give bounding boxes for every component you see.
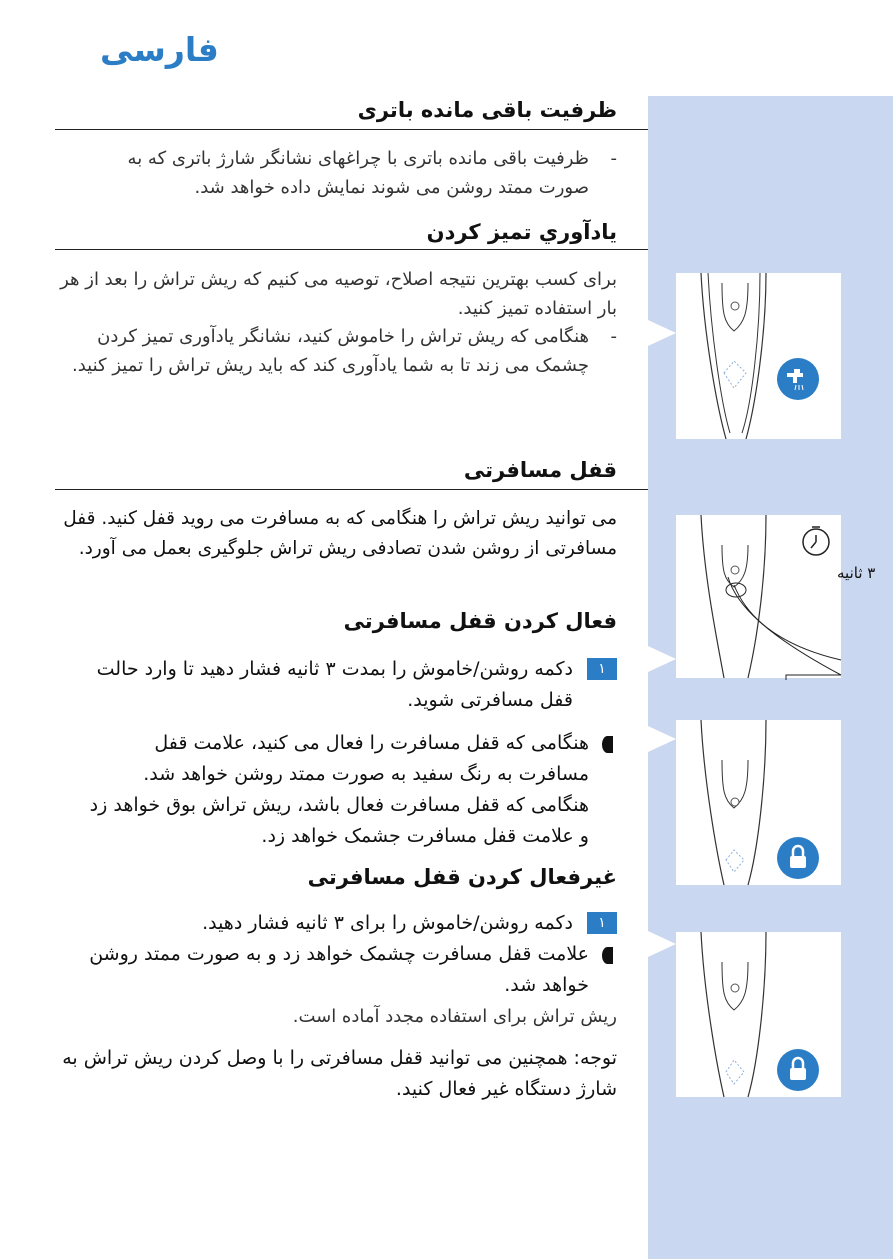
activate-bullet: هنگامی که قفل مسافرت را فعال می کنید، علامت قفل مسافرت به رنگ سفید به صورت ممتد روشن خواهد شد. هنگامی که قفل مسافرت فعال باشد، ریش تراش بوق خواهد زد و علامت قفل مسافرت جشمک خواهد زد.	[89, 732, 589, 847]
deactivate-after: ریش تراش برای استفاده مجدد آماده است.	[292, 1006, 617, 1027]
language-title: فارسی	[100, 30, 219, 69]
pointer-arrow	[648, 931, 676, 957]
shaver-illustration-cleaning	[676, 273, 841, 439]
divider	[55, 489, 648, 490]
activate-bullet-block	[87, 728, 617, 852]
travel-lock-heading: قفل مسافرتی	[463, 458, 617, 482]
dash-marker: -	[610, 148, 617, 169]
bullet-marker	[602, 736, 613, 753]
travel-lock-intro: می توانید ریش تراش را هنگامی که به مسافرت می روید قفل کنید. قفل مسافرتی از روشن شدن تصادفی ریش تراش جلوگیری بعمل می آورد.	[63, 508, 617, 559]
cleaning-intro: برای کسب بهترین نتیجه اصلاح، توصیه می کنیم که ریش تراش را بعد از هر بار استفاده تمیز کنید.	[60, 269, 617, 319]
bullet-item	[77, 939, 617, 1001]
power-icon	[731, 302, 739, 310]
activate-heading: فعال کردن قفل مسافرتی	[343, 609, 617, 633]
bullet-marker	[602, 947, 613, 964]
travel-lock-note: توجه: همچنین می توانید قفل مسافرتی را با وصل کردن ریش تراش به شارژ دستگاه غیر فعال کنید.	[62, 1047, 617, 1100]
cleaning-heading: يادآوري تميز كردن	[426, 220, 617, 244]
pointer-arrow	[648, 320, 676, 346]
deactivate-bullet: علامت قفل مسافرت چشمک خواهد زد و به صورت ممتد روشن خواهد شد.	[89, 943, 589, 996]
step-item	[77, 908, 617, 939]
activate-step-block	[77, 654, 617, 716]
battery-heading: ظرفیت باقی مانده باتری	[357, 98, 617, 122]
shaver-illustration-lock	[676, 720, 841, 885]
press-duration-label: ۳ ثانیه	[837, 564, 876, 582]
shaver-illustration-press	[676, 515, 876, 678]
dash-marker: -	[610, 326, 617, 347]
battery-text-block	[107, 145, 617, 202]
step-item	[77, 654, 617, 716]
cleaning-item: هنگامی که ریش تراش را خاموش کنید، نشانگر یادآوری تمیز کردن چشمک می زند تا به شما یادآوری کند که باید ریش تراش را تمیز کنید.	[72, 326, 589, 376]
step-number: ۱	[587, 912, 617, 934]
shaver-illustration-unlock	[676, 932, 841, 1097]
tap-icon	[777, 358, 819, 400]
deactivate-heading: غیرفعال کردن قفل مسافرتی	[307, 865, 617, 889]
timer-icon	[803, 527, 829, 555]
list-item	[55, 323, 617, 380]
list-item	[107, 145, 617, 202]
step-number: ۱	[587, 658, 617, 680]
pointer-arrow	[648, 726, 676, 752]
activate-step: دکمه روشن/خاموش را بمدت ۳ ثانیه فشار دهید تا وارد حالت قفل مسافرتی شوید.	[96, 658, 573, 711]
divider	[55, 249, 648, 250]
battery-text: ظرفیت باقی مانده باتری با چراغهای نشانگر شارژ باتری که به صورت ممتد روشن می شوند نمایش داده خواهد شد.	[127, 148, 589, 198]
bullet-item	[87, 728, 617, 852]
divider	[55, 129, 648, 130]
deactivate-block	[77, 908, 617, 1032]
cleaning-text-block	[55, 266, 617, 380]
pointer-arrow	[648, 646, 676, 672]
deactivate-step: دکمه روشن/خاموش را برای ۳ ثانیه فشار دهید.	[202, 912, 573, 934]
